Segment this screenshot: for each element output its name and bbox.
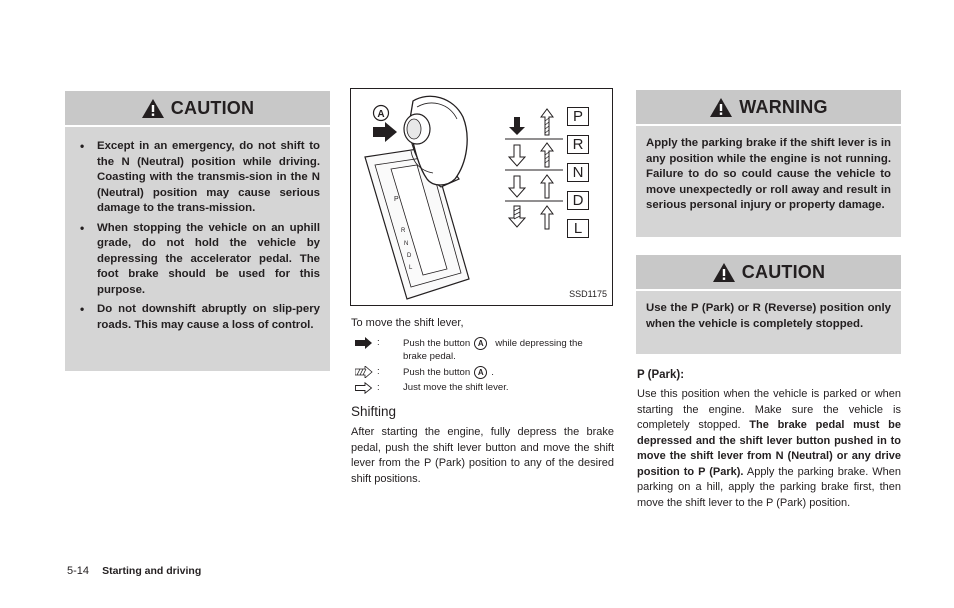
figure-code: SSD1175 [569, 289, 607, 299]
right-caution-header [636, 255, 901, 289]
caution-item: • Do not downshift abruptly on slip-pery roads. This may cause a loss of control. [73, 302, 320, 333]
warning-triangle-icon [709, 97, 733, 118]
hatched-arrow-icon [355, 366, 373, 378]
svg-text:N: N [404, 241, 409, 247]
button-a-badge: A [474, 366, 487, 379]
legend-row-1: : Push the button A while depressing the brake pedal. [355, 337, 615, 363]
right-caution-title: CAUTION [741, 261, 826, 282]
caution-item: • When stopping the vehicle on an uphill grade, do not hold the vehicle by depressing the accelerator pedal. The foot brake should be used for this purpose. [73, 221, 320, 299]
park-heading: P (Park): [637, 369, 685, 381]
svg-text:D: D [407, 253, 412, 259]
left-caution-title: CAUTION [170, 97, 255, 118]
warning-text: Apply the parking brake if the shift lever is in any position while the engine is not running. Failure to do so could cause the vehicle to move unexpectedly or roll away and result in serious personal injury or property damage. [646, 137, 891, 212]
shift-lever-figure [350, 88, 613, 306]
warning-header [636, 90, 901, 124]
svg-text:P: P [394, 196, 399, 203]
svg-text:R: R [401, 228, 406, 234]
warning-triangle-icon [141, 98, 165, 119]
shifting-paragraph: After starting the engine, fully depress the brake pedal, push the shift lever button and move the shift lever from the P (Park) position to any of the desired shift positions. [351, 426, 614, 485]
legend-row-2: : Push the button A . [355, 366, 494, 383]
right-caution-text: Use the P (Park) or R (Reverse) position only when the vehicle is completely stopped. [646, 302, 891, 330]
section-name: Starting and driving [102, 565, 202, 577]
page-number: 5-14 [67, 565, 90, 577]
right-caution-body [636, 291, 901, 354]
shift-pattern-chart [499, 105, 609, 245]
position-D: D [567, 191, 589, 210]
warning-title: WARNING [739, 96, 828, 117]
left-caution-header [65, 91, 330, 125]
warning-triangle-icon [712, 262, 736, 283]
callout-label: A [377, 109, 385, 120]
page-footer [67, 565, 201, 577]
position-N: N [567, 163, 589, 182]
position-P: P [567, 107, 589, 126]
shifting-heading: Shifting [351, 404, 397, 419]
park-paragraph: Use this position when the vehicle is parked or when starting the engine. Make sure the vehicle is completely stopped. The brake pedal must be depressed and the shift lever button pushed in to move the shift lever from N (Neutral) or any drive position to P (Park). Apply the parking brake. When parking on a hill, apply the parking brake first, then move the shift lever to the P (Park) position. [637, 388, 901, 509]
position-L: L [567, 219, 589, 238]
position-R: R [567, 135, 589, 154]
open-arrow-icon [355, 382, 373, 394]
solid-arrow-icon [355, 337, 373, 349]
caution-item: • Except in an emergency, do not shift to the N (Neutral) position while driving. Coasting with the transmis-sion in the N (Neutral) position may cause serious damage to the trans-mission. [73, 139, 320, 217]
warning-body [636, 126, 901, 237]
button-a-badge: A [474, 337, 487, 350]
svg-text:L: L [409, 265, 413, 271]
intro-text: To move the shift lever, [351, 317, 464, 329]
legend-row-3: : Just move the shift lever. [355, 382, 509, 399]
left-caution-body [65, 127, 330, 371]
